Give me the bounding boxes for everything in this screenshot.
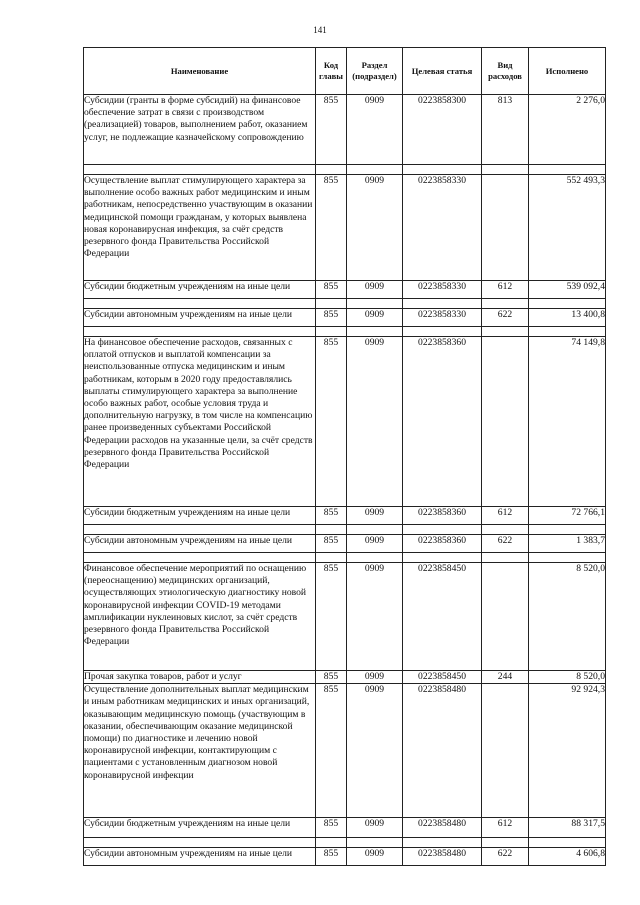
table-row [84,95,606,165]
header-target: Целевая статья [403,48,482,95]
table-header-row [84,48,606,95]
cell-done: 1 383,7 [529,535,606,553]
header-kind: Вид расходов [482,48,529,95]
cell-done: 539 092,4 [529,281,606,299]
cell-code: 855 [316,507,347,525]
cell-target: 0223858360 [403,337,482,507]
cell-done: 8 520,0 [529,563,606,671]
cell-kind: 622 [482,535,529,553]
cell-name: Субсидии автономным учреждениям на иные цели [84,535,316,553]
cell-code: 855 [316,309,347,327]
spacer-row [84,327,606,337]
cell-code: 855 [316,563,347,671]
cell-section: 0909 [347,281,403,299]
cell-name: На финансовое обеспечение расходов, связанных с оплатой отпусков и выплатой компенсации за неиспользованные отпуска медицинским и иным работникам, которым в 2020 году предоставлялись выплаты стимулирующего характера за выполнение особо важных работ, особые условия труда и дополнительную нагрузку, в том числе на компенсацию ранее произведенных субъектами Российской Федерации расходов на указанные цели, за счёт средств резервного фонда Правительства Российской Федерации [84,337,316,507]
cell-kind: 612 [482,281,529,299]
cell-kind: 612 [482,818,529,838]
cell-section: 0909 [347,535,403,553]
cell-code: 855 [316,684,347,818]
cell-kind [482,337,529,507]
cell-target: 0223858480 [403,818,482,838]
cell-section: 0909 [347,684,403,818]
cell-name: Осуществление выплат стимулирующего характера за выполнение особо важных работ медицинским и иным работникам, непосредственно участвующим в оказании медицинской помощи гражданам, у которых выявлена новая коронавирусная инфекция, за счёт средств резервного фонда Правительства Российской Федерации [84,175,316,281]
cell-kind [482,563,529,671]
cell-target: 0223858480 [403,848,482,866]
cell-target: 0223858480 [403,684,482,818]
cell-target: 0223858330 [403,309,482,327]
cell-done: 4 606,8 [529,848,606,866]
cell-kind: 244 [482,671,529,684]
table-row [84,309,606,327]
cell-done: 74 149,8 [529,337,606,507]
cell-code: 855 [316,671,347,684]
spacer-row [84,165,606,175]
cell-target: 0223858330 [403,281,482,299]
cell-done: 92 924,3 [529,684,606,818]
cell-section: 0909 [347,95,403,165]
cell-done: 552 493,3 [529,175,606,281]
cell-code: 855 [316,848,347,866]
cell-name: Субсидии (гранты в форме субсидий) на финансовое обеспечение затрат в связи с производством (реализацией) товаров, выполнением работ, оказанием услуг, не подлежащие казначейскому сопровождению [84,95,316,165]
table-row [84,507,606,525]
cell-code: 855 [316,535,347,553]
cell-kind: 612 [482,507,529,525]
cell-section: 0909 [347,337,403,507]
cell-section: 0909 [347,175,403,281]
cell-name: Субсидии бюджетным учреждениям на иные цели [84,818,316,838]
cell-code: 855 [316,95,347,165]
header-done: Исполнено [529,48,606,95]
header-section: Раздел (подраздел) [347,48,403,95]
spacer-row [84,299,606,309]
table-row [84,175,606,281]
table-row [84,535,606,553]
cell-name: Субсидии бюджетным учреждениям на иные цели [84,507,316,525]
cell-target: 0223858330 [403,175,482,281]
expenditure-table [83,47,606,866]
table-row [84,563,606,671]
table-row [84,818,606,838]
cell-code: 855 [316,175,347,281]
spacer-row [84,838,606,848]
cell-kind [482,175,529,281]
spacer-row [84,525,606,535]
header-code: Код главы [316,48,347,95]
table-row [84,848,606,866]
cell-section: 0909 [347,818,403,838]
cell-target: 0223858300 [403,95,482,165]
table-row [84,281,606,299]
cell-done: 72 766,1 [529,507,606,525]
cell-code: 855 [316,818,347,838]
cell-section: 0909 [347,309,403,327]
cell-target: 0223858450 [403,563,482,671]
cell-target: 0223858450 [403,671,482,684]
cell-done: 13 400,8 [529,309,606,327]
cell-name: Субсидии автономным учреждениям на иные цели [84,848,316,866]
header-name: Наименование [84,48,316,95]
cell-section: 0909 [347,507,403,525]
cell-code: 855 [316,337,347,507]
table-row [84,684,606,818]
cell-kind: 622 [482,309,529,327]
cell-name: Прочая закупка товаров, работ и услуг [84,671,316,684]
table-row [84,671,606,684]
cell-name: Субсидии бюджетным учреждениям на иные цели [84,281,316,299]
cell-target: 0223858360 [403,535,482,553]
cell-kind [482,684,529,818]
cell-name: Субсидии автономным учреждениям на иные цели [84,309,316,327]
cell-section: 0909 [347,671,403,684]
cell-kind: 622 [482,848,529,866]
cell-done: 88 317,5 [529,818,606,838]
cell-done: 8 520,0 [529,671,606,684]
cell-target: 0223858360 [403,507,482,525]
cell-name: Осуществление дополнительных выплат медицинским и иным работникам медицинских и иных организаций, оказывающим медицинскую помощь (участвующим в оказании, обеспечивающим оказание медицинской помощи) по диагностике и лечению новой коронавирусной инфекции, контактирующим с пациентами с установленным диагнозом новой коронавирусной инфекции [84,684,316,818]
page-number: 141 [313,25,327,35]
cell-section: 0909 [347,848,403,866]
cell-section: 0909 [347,563,403,671]
spacer-row [84,553,606,563]
table-row [84,337,606,507]
cell-done: 2 276,0 [529,95,606,165]
cell-name: Финансовое обеспечение мероприятий по оснащению (переоснащению) медицинских организаций, осуществляющих этиологическую диагностику новой коронавирусной инфекции COVID-19 методами амплификации нуклеиновых кислот, за счёт средств резервного фонда Правительства Российской Федерации [84,563,316,671]
cell-kind: 813 [482,95,529,165]
cell-code: 855 [316,281,347,299]
